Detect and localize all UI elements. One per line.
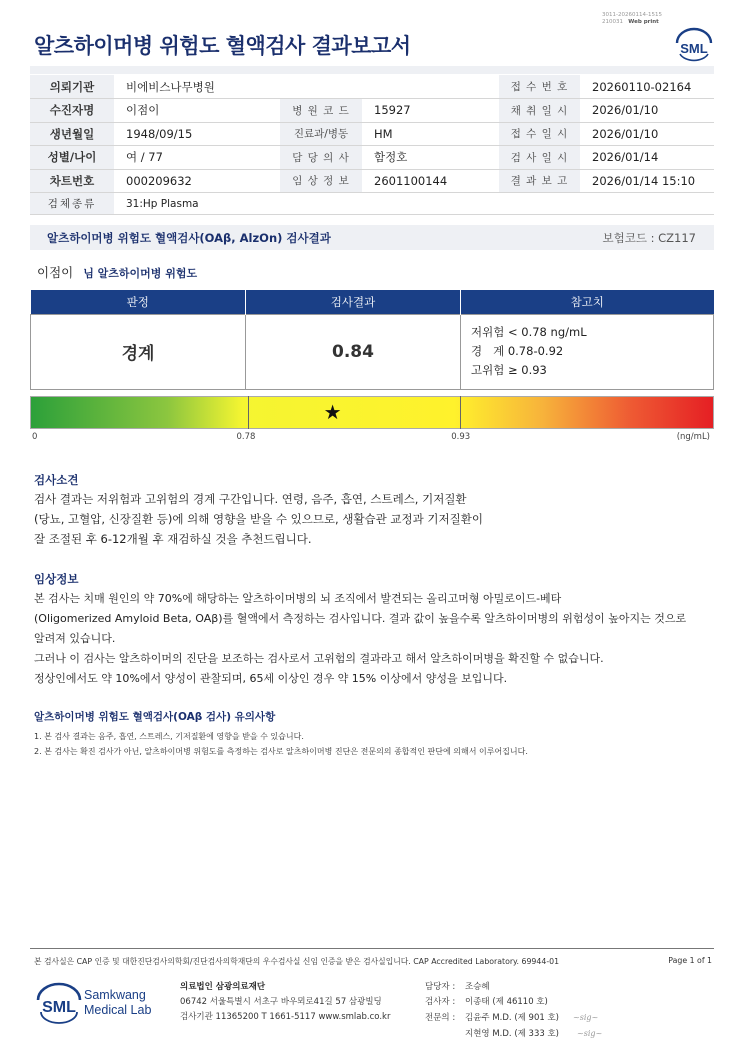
findings-title: 검사소견 (34, 473, 79, 487)
info-value: HM (362, 122, 499, 146)
ref-high: 고위험 ≥ 0.93 (471, 363, 547, 377)
info-value: 2026/01/14 (580, 146, 714, 170)
gauge-label-min: 0 (32, 432, 38, 442)
info-value: 2026/01/10 (580, 122, 714, 146)
info-label: 병 원 코 드 (280, 99, 362, 123)
organization-info: 의료법인 삼광의료재단 06742 서울특별시 서초구 바우뫼로41길 57 삼광빌딩 검사기관 11365200 T 1661-5117 www.smlab.co.kr (180, 982, 391, 1022)
info-row (30, 193, 714, 215)
gauge-label-low: 0.78 (236, 432, 256, 442)
risk-gauge-bar (30, 396, 714, 429)
info-value: 15927 (362, 99, 499, 123)
header-judgement: 판정 (31, 290, 246, 314)
section-title: 알츠하이머병 위험도 혈액검사(OAβ, AlzOn) 검사결과 (47, 231, 331, 245)
result-marker-star-icon: ★ (323, 400, 342, 424)
staff-list (425, 980, 602, 1042)
gauge-label-high: 0.93 (451, 432, 471, 442)
info-label: 차트번호 (30, 169, 114, 193)
patient-name: 이점이 (37, 265, 74, 280)
sml-logo-icon (672, 26, 716, 64)
gauge-label-unit: (ng/mL) (676, 432, 710, 442)
info-label: 검 사 일 시 (499, 146, 580, 170)
info-value: 1948/09/15 (114, 122, 280, 146)
info-label: 의뢰기관 (30, 75, 114, 99)
info-label: 결 과 보 고 (499, 169, 580, 193)
info-row (30, 146, 714, 170)
info-label: 채 취 일 시 (499, 99, 580, 123)
info-label: 성별/나이 (30, 146, 114, 170)
sml-logo-large-icon (34, 980, 84, 1024)
info-value: 2026/01/14 15:10 (580, 169, 714, 193)
clinical-title: 임상정보 (34, 572, 79, 586)
info-label: 생년월일 (30, 122, 114, 146)
info-value: 비에비스나무병원 (114, 75, 499, 99)
info-label: 접 수 일 시 (499, 122, 580, 146)
reference-values (461, 314, 714, 389)
gauge-threshold-high (460, 396, 461, 429)
samkwang-logo (34, 980, 152, 1028)
info-row (30, 75, 714, 99)
brand-name: Samkwang Medical Lab (84, 988, 152, 1017)
judgement-value: 경계 (31, 314, 246, 389)
info-row (30, 169, 714, 193)
findings-text: 검사 결과는 저위험과 고위험의 경계 구간입니다. 연령, 음주, 흡연, 스트레스, 기저질환 (당뇨, 고혈압, 신장질환 등)에 의해 영향을 받을 수 있으므로, 생활습관 교정과 기저질환이 잘 조절된 후 6-12개월 후 재검하실 것을 추천드립니다. (34, 492, 483, 546)
info-value: 함정호 (362, 146, 499, 170)
insurance-code: 보험코드 : CZ117 (602, 231, 696, 245)
svg-text:SML: SML (680, 41, 708, 56)
info-value: 이점이 (114, 99, 280, 123)
staff-row: 전문의 : 김윤주 M.D. (제 901 호) ~sig~ (425, 1013, 599, 1023)
info-value: 2601100144 (362, 169, 499, 193)
ref-low: 저위험 < 0.78 ng/mL (471, 325, 587, 339)
info-label: 담 당 의 사 (280, 146, 362, 170)
ref-border: 경 계 0.78-0.92 (471, 344, 564, 358)
info-row (30, 99, 714, 123)
report-code: 3011-20260114-1515 210031 Web print (602, 12, 662, 25)
gauge-threshold-low (248, 396, 249, 429)
info-value: 20260110-02164 (580, 75, 714, 99)
info-label: 접 수 번 호 (499, 75, 580, 99)
info-value: 여 / 77 (114, 146, 280, 170)
info-row (30, 122, 714, 146)
staff-row: 검사자 : 이종태 (제 46110 호) (425, 997, 548, 1007)
header-divider (30, 66, 714, 74)
patient-risk-heading (37, 263, 197, 281)
signature-icon: ~sig~ (577, 1029, 603, 1038)
header-reference: 참고치 (461, 290, 714, 314)
page-number: Page 1 of 1 (668, 956, 712, 965)
signature-icon: ~sig~ (573, 1013, 599, 1022)
footer-divider (30, 948, 714, 949)
specimen-label: 검체종류 (30, 193, 114, 215)
accreditation-note: 본 검사실은 CAP 인증 및 대한진단검사의학회/진단검사의학재단의 우수검사실 신임 인증을 받은 검사실입니다. CAP Accredited Laboratory. 69944-01 (34, 957, 560, 966)
notes-text: 1. 본 검사 결과는 음주, 흡연, 스트레스, 기저질환에 영향을 받을 수 있습니다. 2. 본 검사는 확진 검사가 아닌, 알츠하이머병 위험도를 측정하는 검사로 알츠하이머병 진단은 전문의의 종합적인 판단에 의해서 이루어집니다. (34, 732, 528, 756)
info-value: 000209632 (114, 169, 280, 193)
specimen-value: 31:Hp Plasma (114, 193, 714, 215)
result-value: 0.84 (246, 314, 461, 389)
info-value: 2026/01/10 (580, 99, 714, 123)
report-title: 알츠하이머병 위험도 혈액검사 결과보고서 (34, 34, 411, 58)
clinical-text: 본 검사는 치매 원인의 약 70%에 해당하는 알츠하이머병의 뇌 조직에서 발견되는 올리고머형 아밀로이드-베타 (Oligomerized Amyloid Beta, OAβ)를 혈액에서 측정하는 검사입니다. 결과 값이 높을수록 알츠하이머병의 위험성이 높아지는 것으로 알려져 있습니다. 그러나 이 검사는 알츠하이머의 진단을 보조하는 검사로서 고위험의 결과라고 해서 알츠하이머병을 확진할 수 없습니다. 정상인에서도 약 10%에서 양성이 관찰되며, 65세 이상인 경우 약 15% 이상에서 양성을 보입니다. (34, 592, 687, 685)
svg-text:SML: SML (42, 999, 76, 1016)
info-label: 진료과/병동 (280, 122, 362, 146)
notes-title: 알츠하이머병 위험도 혈액검사(OAβ 검사) 유의사항 (34, 711, 276, 723)
info-label: 임 상 정 보 (280, 169, 362, 193)
patient-info-table (30, 75, 714, 215)
header-result: 검사결과 (246, 290, 461, 314)
result-table (30, 290, 714, 390)
staff-row: 지현영 M.D. (제 333 호) ~sig~ (465, 1029, 603, 1039)
staff-row: 담당자 : 조승혜 (425, 982, 490, 992)
patient-risk-label: 님 알츠하이머병 위험도 (83, 267, 198, 280)
info-label: 수진자명 (30, 99, 114, 123)
